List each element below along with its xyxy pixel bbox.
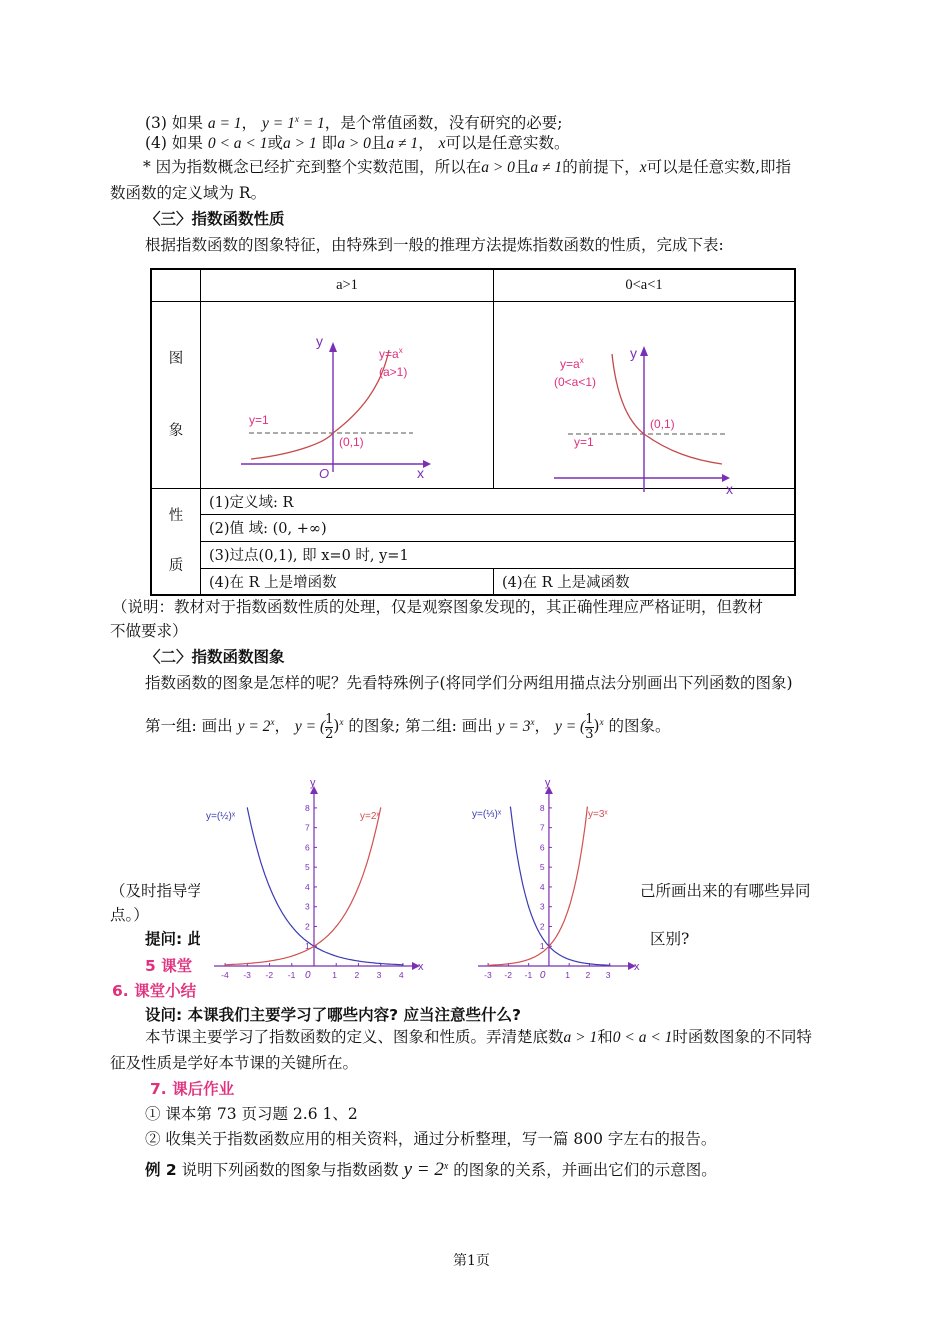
data-point (291, 926, 292, 927)
text: 且 (514, 158, 531, 176)
series-label: y=2ˣ (360, 811, 380, 822)
math: x (270, 717, 275, 727)
x-tick-label: 2 (585, 970, 591, 980)
point-label: (0,1) (650, 416, 675, 431)
row-label-properties (151, 488, 201, 595)
series-line (225, 808, 381, 965)
x-tick-label: -3 (484, 970, 492, 980)
line-intro: 根据指数函数的图象特征，由特殊到一般的推理方法提炼指数函数的性质，完成下表: (145, 236, 724, 254)
math: y = 1 (261, 115, 295, 133)
x-tick-label: 3 (376, 970, 382, 980)
data-point (225, 964, 226, 965)
math: x (599, 717, 604, 727)
text: 的前提下， (562, 158, 640, 176)
graph-a-gt-1 (201, 302, 493, 484)
fraction-third: $\frac{1}{3}$ (585, 711, 594, 742)
page-number: 第1页 (453, 1253, 490, 1269)
line-note (143, 156, 791, 179)
line-ask-right: 区别? (650, 930, 690, 948)
line-4: (4) 如果 0 < a < 1或a > 1 即a > 0且a ≠ 1， x可以是任意实数。 (145, 134, 570, 152)
x-axis-label: x (634, 961, 640, 973)
data-point (510, 807, 511, 808)
math: y = ( (294, 718, 326, 736)
property-fixed-point: (3)过点(0,1), 即 x=0 时, y=1 (201, 541, 796, 568)
text: 可以是任意实数,即指 (646, 158, 792, 176)
homework-2: ② 收集关于指数函数应用的相关资料，通过分析整理，写一篇 800 字左右的报告。 (145, 1130, 717, 1148)
data-point (336, 926, 337, 927)
y-arrow (329, 342, 337, 352)
y-label: y (630, 344, 637, 361)
text: 性 (168, 508, 184, 525)
series-line (488, 807, 587, 966)
section-7: 7. 课后作业 (150, 1080, 235, 1098)
line-remark-2: 不做要求） (110, 622, 188, 640)
text: 质 (168, 558, 184, 575)
text: 的图象的关系，并画出它们的示意图。 (453, 1161, 717, 1180)
line-remark-1: （说明：教材对于指数函数性质的处理，仅是观察图象发现的，其正确性理应严格证明，但教材 (112, 598, 764, 616)
chart-2x-half (200, 772, 432, 981)
data-point (336, 956, 337, 957)
data-point (313, 946, 314, 947)
point-label: (0,1) (339, 434, 364, 449)
graph-a-between (494, 302, 794, 497)
math: a > 0 (481, 159, 515, 176)
x-tick-label: 1 (565, 970, 570, 980)
line-summary-1 (145, 1026, 812, 1049)
math: 0 < a < 1 (207, 135, 268, 152)
header-a-between: 0<a<1 (494, 269, 796, 301)
curve-label: $y=a^x$ (560, 355, 584, 371)
graph-cell-increasing (201, 301, 494, 488)
y-tick-label: 5 (539, 862, 545, 873)
math: a ≠ 1 (530, 159, 563, 176)
text: 或 (267, 134, 284, 152)
y-axis-label: y (544, 777, 551, 789)
y-label: y (316, 332, 323, 349)
data-point (358, 960, 359, 961)
y-tick-label: 5 (305, 862, 310, 873)
section-5: 5 课堂 (145, 957, 193, 975)
x-tick-label: -2 (265, 970, 274, 980)
series-line (510, 807, 609, 966)
properties-table (150, 268, 796, 596)
y1-label: y=1 (574, 434, 594, 449)
y-tick-label: 2 (305, 921, 310, 932)
property-decreasing: (4)在 R 上是减函数 (494, 568, 796, 595)
line-domain: 数函数的定义域为 R。 (110, 184, 267, 202)
text: 和 (597, 1028, 613, 1046)
header-a-gt-1: a>1 (201, 269, 494, 301)
y-axis-label: y (310, 777, 316, 789)
x-tick-label: -4 (221, 970, 229, 980)
text: 时函数图象的不同特 (672, 1028, 812, 1046)
data-point (247, 807, 248, 808)
y-tick-label: 3 (305, 901, 310, 912)
math: x (443, 1161, 449, 1172)
data-point (269, 886, 270, 887)
text: 的图象; 第二组: 画出 (348, 717, 493, 736)
y-tick-label: 7 (539, 822, 545, 833)
graph-cell-decreasing (494, 301, 796, 497)
text: (4) 如果 (145, 134, 203, 152)
text: ，是个常值函数，没有研究的必要; (324, 114, 563, 133)
y-tick-label: 1 (305, 941, 310, 952)
example-2 (145, 1152, 717, 1185)
data-point (269, 960, 270, 961)
y-tick-label: 8 (305, 802, 310, 813)
x-label: x (726, 480, 733, 497)
data-point (569, 906, 570, 907)
text: 可以是任意实数。 (445, 134, 570, 152)
text: 图 (168, 350, 184, 367)
section-6: 6. 课堂小结 (112, 982, 197, 1000)
origin-label: 0 (539, 970, 546, 981)
data-point (488, 965, 489, 966)
x-tick-label: 2 (354, 970, 360, 980)
data-point (528, 906, 529, 907)
math: a ≠ 1 (386, 135, 419, 152)
data-point (358, 886, 359, 887)
y-tick-label: 7 (305, 822, 310, 833)
curve-label: $y=a^x$ (379, 345, 403, 361)
property-domain: (1)定义域: R (201, 488, 796, 514)
text: 即 (321, 134, 338, 152)
data-point (508, 963, 509, 964)
x-tick-label: 4 (398, 970, 404, 980)
section-heading-2: 〈二〉指数函数图象 (145, 648, 285, 666)
text: 象 (168, 422, 184, 439)
line-guide-right: 己所画出来的有哪些异同 (640, 882, 811, 900)
homework-1: ① 课本第 73 页习题 2.6 1、2 (145, 1105, 358, 1123)
math: x (339, 717, 344, 727)
series-line (247, 808, 403, 965)
y-tick-label: 4 (539, 881, 545, 892)
line-guide-end: 点。） (110, 906, 149, 924)
x-label: x (417, 464, 424, 481)
line-groups: 第一组: 画出 $y = 2^x$， y = ( $\frac{1}{2}$ )$^x$ 的图象; 第二组: 画出 $y = 3^x$， y = ( $\frac{1}{3}$ )$^x$ 的图象。 (145, 711, 671, 742)
math: y = 2 (237, 718, 271, 736)
math: a > 1 (283, 135, 317, 152)
series-label: y=(½)ˣ (206, 811, 236, 822)
math: a > 0 (337, 135, 371, 152)
data-point (548, 946, 549, 947)
y-tick-label: 2 (539, 921, 545, 932)
curve-condition: (a>1) (379, 364, 408, 379)
math: 0 < a < 1 (612, 1029, 673, 1046)
fraction-half: $\frac{1}{2}$ (325, 711, 334, 742)
origin-label: O (319, 465, 330, 481)
math: y = ( (554, 718, 586, 736)
x-tick-label: -1 (524, 970, 533, 980)
math: = 1 (298, 115, 325, 133)
data-point (528, 959, 529, 960)
math: x (294, 114, 299, 124)
line-ask-left: 提问: 此 (145, 930, 204, 948)
text: 例 2 (145, 1161, 177, 1180)
x-tick-label: 1 (332, 970, 337, 980)
line-summary-2: 征及性质是学好本节课的关键所在。 (110, 1054, 359, 1072)
data-point (569, 959, 570, 960)
data-point (380, 963, 381, 964)
data-point (291, 956, 292, 957)
text: 且 (370, 134, 387, 152)
chart-3x-third (470, 772, 640, 981)
math: a = 1 (207, 115, 242, 133)
x-tick-label: -3 (243, 970, 251, 980)
x-tick-label: -1 (287, 970, 296, 980)
text: * 因为指数概念已经扩充到整个实数范围，所以在 (143, 158, 482, 176)
x-tick-label: 3 (605, 970, 611, 980)
section-heading-3: 〈三〉指数函数性质 (145, 210, 285, 228)
math: x (639, 159, 647, 176)
y-tick-label: 4 (305, 881, 310, 892)
line-question: 设问: 本课我们主要学习了哪些内容? 应当注意些什么? (145, 1006, 521, 1024)
math: y = 3 (497, 718, 531, 736)
text: (3) 如果 (145, 114, 203, 133)
y-tick-label: 3 (539, 901, 545, 912)
row-label-graph (151, 301, 201, 488)
y1-label: y=1 (249, 412, 269, 427)
decreasing-curve (612, 354, 722, 464)
y-tick-label: 1 (539, 941, 545, 952)
x-arrow (423, 460, 431, 468)
line-graph-intro: 指数函数的图象是怎样的呢？先看特殊例子(将同学们分两组用描点法分别画出下列函数的图象) (145, 674, 793, 692)
text: 第一组: 画出 (145, 717, 233, 736)
math: x (530, 717, 535, 727)
y-tick-label: 6 (539, 842, 545, 853)
property-range: (2)值 域: (0, +∞) (201, 514, 796, 541)
series-label: y=3ˣ (588, 809, 608, 820)
data-point (247, 963, 248, 964)
math: y = 2 (403, 1159, 444, 1181)
y-tick-label: 8 (539, 802, 545, 813)
data-point (402, 964, 403, 965)
text: 本节课主要学习了指数函数的定义、图象和性质。弄清楚底数 (145, 1028, 564, 1046)
data-point (609, 965, 610, 966)
origin-label: 0 (305, 970, 311, 981)
math: a > 1 (563, 1029, 598, 1046)
math: x (438, 135, 446, 152)
y-tick-label: 6 (305, 842, 310, 853)
line-guide-left: （及时指导学 (110, 882, 204, 900)
line-3: (3) 如果 a = 1， $y = 1^x = 1$，是个常值函数，没有研究的必要; (145, 114, 563, 133)
property-increasing: (4)在 R 上是增函数 (201, 568, 494, 595)
text: 的图象。 (608, 717, 671, 736)
increasing-curve (251, 350, 389, 459)
x-tick-label: -2 (504, 970, 512, 980)
y-arrow (640, 346, 648, 356)
data-point (380, 807, 381, 808)
curve-condition: (0<a<1) (554, 374, 597, 389)
corner-cell (151, 269, 201, 301)
text: 说明下列函数的图象与指数函数 (181, 1161, 399, 1180)
series-label: y=(⅓)ˣ (472, 809, 502, 820)
data-point (589, 963, 590, 964)
x-axis-label: x (418, 961, 424, 973)
